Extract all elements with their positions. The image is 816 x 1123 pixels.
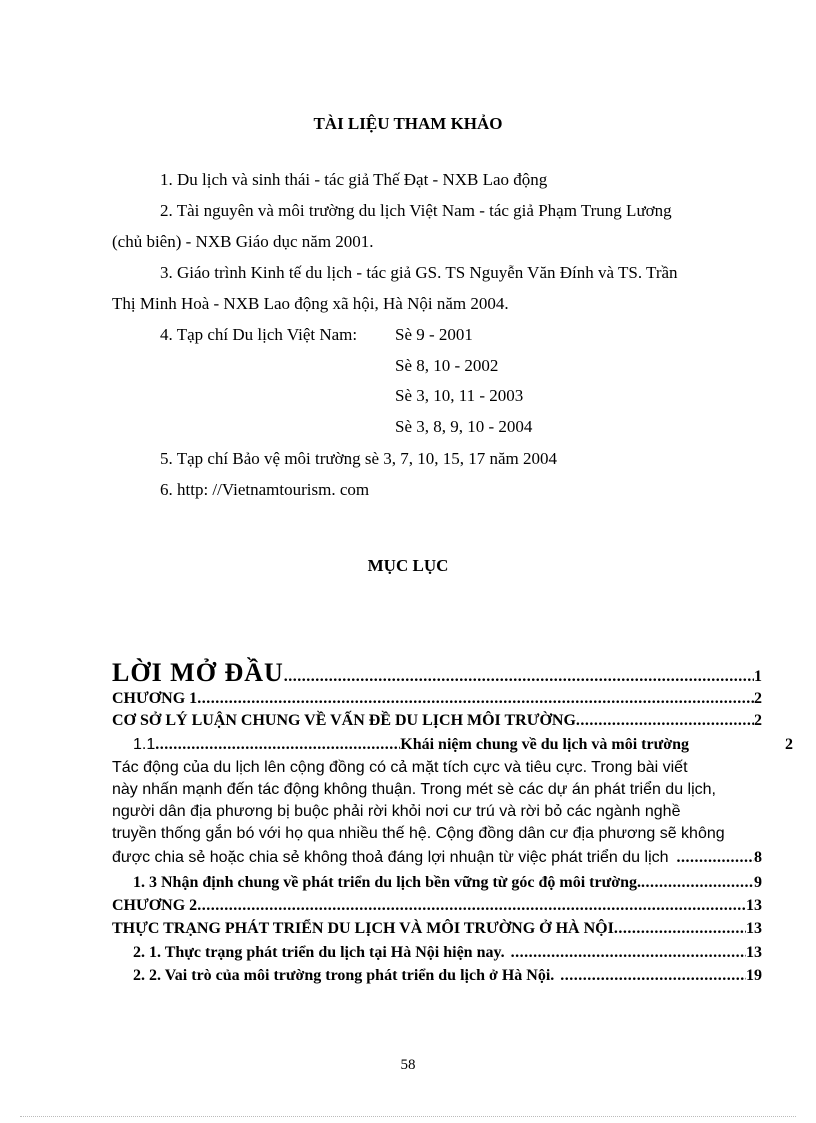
toc-entry-page: 13 [746,944,762,961]
toc-entry[interactable] [112,658,762,688]
reference-item-2-line2: (chủ biên) - NXB Giáo dục năm 2001. [112,232,374,251]
toc-entry-label: CƠ SỞ LÝ LUẬN CHUNG VỀ VẤN ĐỀ DU LỊCH MÔI TRƯỜNG [112,712,576,729]
toc-leader [284,668,754,686]
reference-item-4-issue: Sè 3, 8, 9, 10 - 2004 [395,417,533,436]
toc-entry-page: 19 [746,967,762,984]
references-title: TÀI LIỆU THAM KHẢO [313,114,503,133]
toc-leader [560,967,746,985]
toc-entry[interactable] [112,920,762,938]
reference-item-5: 5. Tạp chí Bảo vệ môi trường sè 3, 7, 10, 15, 17 năm 2004 [160,449,558,468]
toc-entry-page: 2 [785,736,793,753]
toc-entry[interactable] [112,712,762,730]
toc-entry-page: 9 [754,874,762,891]
reference-item-2-line1: 2. Tài nguyên và môi trường du lịch Việt Nam - tác giả Phạm Trung Lương [160,201,672,220]
toc-entry-label: 1. 3 Nhận định chung về phát triển du lịch bền vững từ góc độ môi trường. [133,874,641,891]
toc-entry[interactable] [133,874,762,892]
toc-paragraph-line: được chia sẻ hoặc chia sẻ không thoả đáng lợi nhuận từ việc phát triển du lịch [112,849,669,866]
toc-entry-page: 13 [746,920,762,937]
toc-leader [511,944,746,962]
toc-entry-page: 8 [754,849,762,866]
toc-paragraph-line: này nhấn mạnh đến tác động không thuận. Trong mét sè các dự án phát triển du lịch, [112,781,716,798]
page-number: 58 [400,1057,416,1073]
reference-item-4-issue: Sè 8, 10 - 2002 [395,356,499,375]
reference-item-4-issue: Sè 3, 10, 11 - 2003 [395,386,524,405]
toc-entry[interactable] [133,944,762,962]
reference-item-4-label: 4. Tạp chí Du lịch Việt Nam: [160,325,358,344]
toc-leader [677,849,754,867]
toc-entry-label: 2. 2. Vai trò của môi trường trong phát triển du lịch ở Hà Nội. [133,967,555,984]
toc-leader [197,897,746,915]
toc-entry-label: THỰC TRẠNG PHÁT TRIỂN DU LỊCH VÀ MÔI TRƯỜNG Ở HÀ NỘI [112,920,614,937]
reference-item-4-issue: Sè 9 - 2001 [395,325,473,344]
toc-leader [197,690,754,708]
toc-entry-title: Khái niệm chung về du lịch và môi trường [400,736,689,753]
toc-leader [576,712,754,730]
toc-paragraph-line: Tác động của du lịch lên cộng đồng có cả mặt tích cực và tiêu cực. Trong bài viết [112,759,688,776]
toc-entry-label: 2. 1. Thực trạng phát triển du lịch tại Hà Nội hiện nay. [133,944,505,961]
toc-entry-label: CHƯƠNG 1 [112,690,198,707]
reference-text: 1. Du lịch và sinh thái - tác giả Thế Đạt - NXB Lao động [160,170,548,189]
toc-entry[interactable] [133,967,762,985]
toc-entry-label: LỜI MỞ ĐẦU [112,658,284,687]
reference-item-3-line2: Thị Minh Hoà - NXB Lao động xã hội, Hà Nội năm 2004. [112,294,509,313]
toc-paragraph-line: truyền thống gắn bó với họ qua nhiều thế hệ. Cộng đồng dân cư địa phương sẽ không [112,825,725,842]
toc-entry[interactable] [112,690,762,708]
toc-entry[interactable] [112,849,762,867]
toc-entry-page: 2 [754,712,762,729]
toc-entry-page: 2 [754,690,762,707]
toc-leader [614,920,746,938]
reference-item-1 [160,170,752,190]
toc-entry-page: 1 [754,668,762,685]
reference-item-6: 6. http: //Vietnamtourism. com [160,480,370,499]
toc-leader [155,736,400,754]
toc-entry[interactable] [112,897,762,915]
reference-item-3-line1: 3. Giáo trình Kinh tế du lịch - tác giả GS. TS Nguyễn Văn Đính và TS. Trần [160,263,678,282]
toc-entry[interactable] [133,736,793,754]
toc-entry-label: CHƯƠNG 2 [112,897,198,914]
toc-title: MỤC LỤC [367,556,449,575]
toc-paragraph-line: người dân địa phương bị buộc phải rời khỏi nơi cư trú và rời bỏ các ngành nghề [112,803,681,820]
toc-leader [641,874,754,892]
toc-entry-page: 13 [746,897,762,914]
toc-entry-label: 1.1 [133,736,156,753]
footer-divider [20,1116,796,1117]
